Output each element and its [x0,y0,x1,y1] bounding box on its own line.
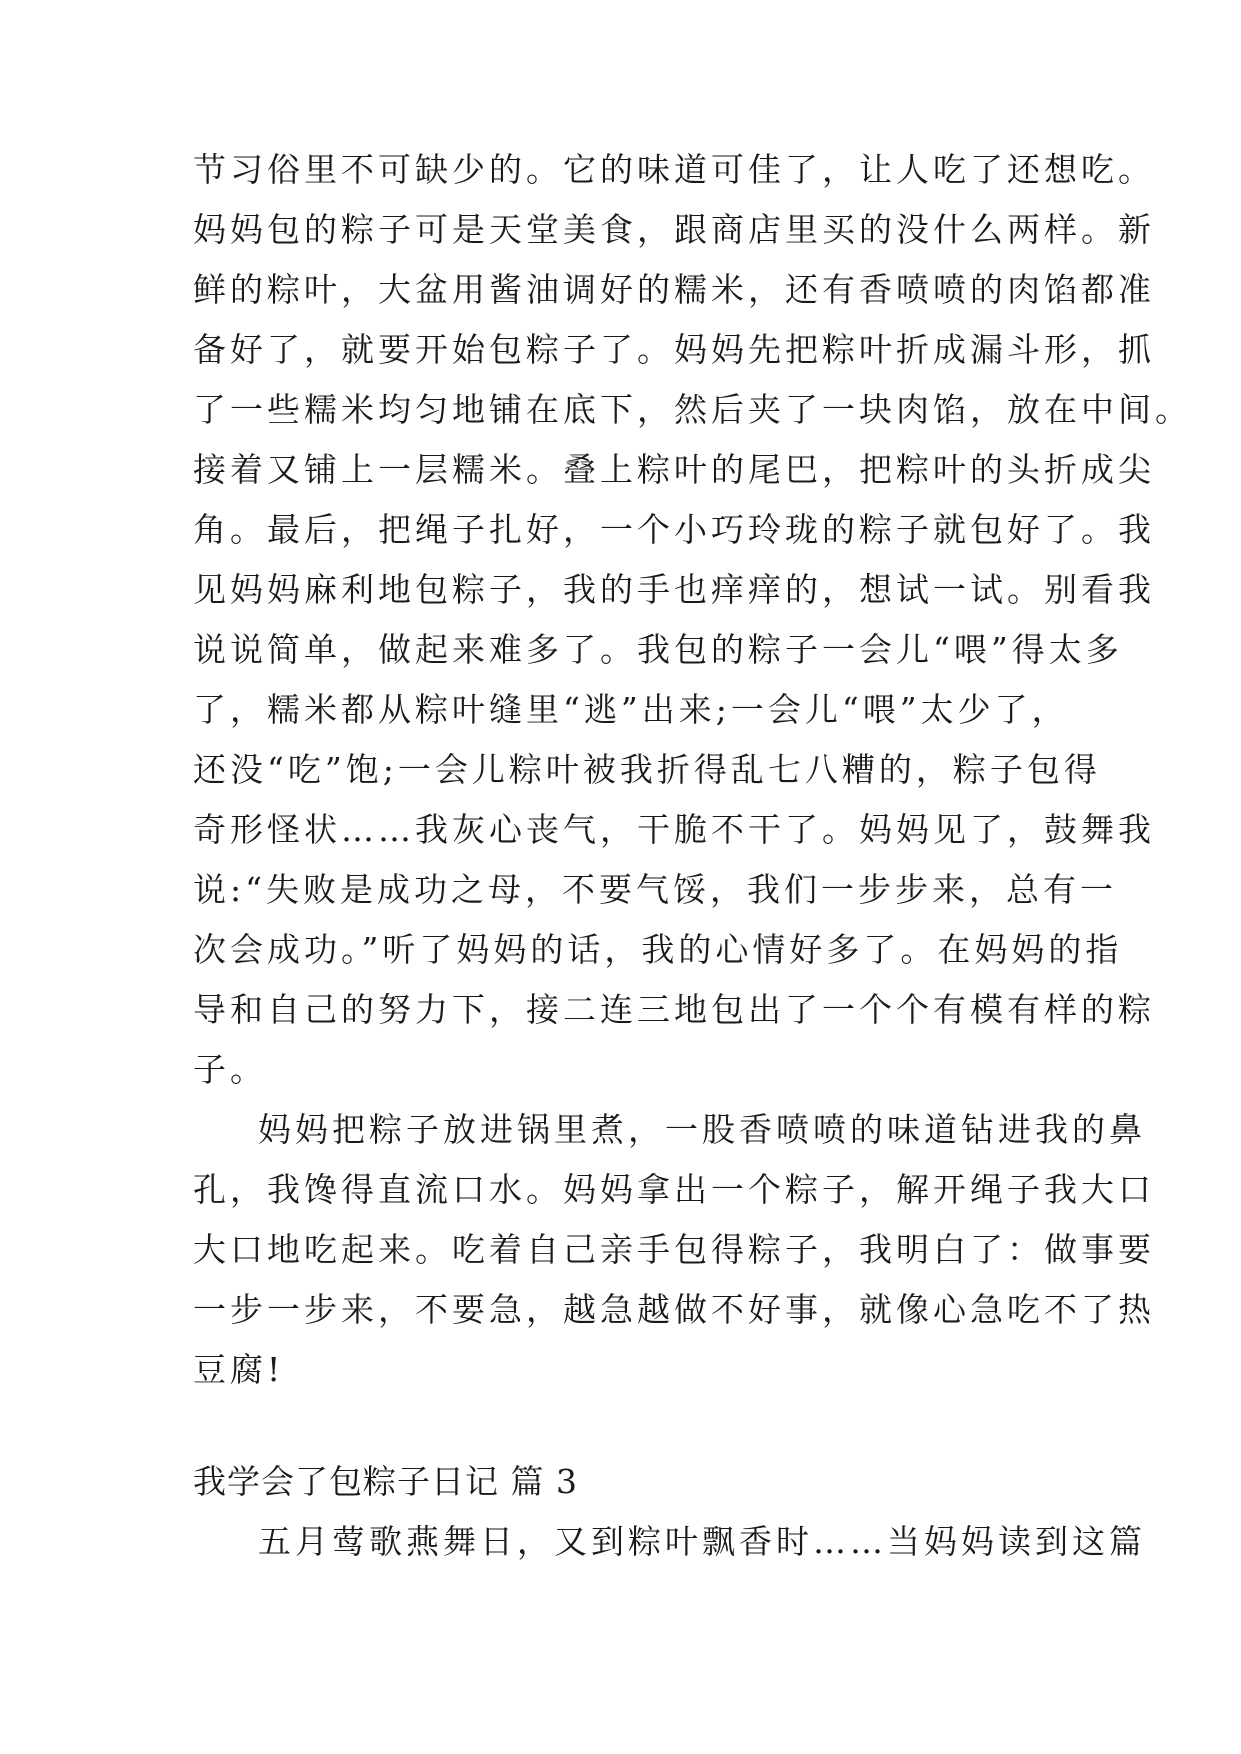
text-line: 节习俗里不可缺少的。它的味道可佳了，让人吃了还想吃。 [193,150,1155,189]
text-line: 还没“吃”饱;一会儿粽叶被我折得乱七八糟的，粽子包得 [193,750,1101,789]
text-line: 见妈妈麻利地包粽子，我的手也痒痒的，想试一试。别看我 [193,570,1155,609]
text-line: 奇形怪状……我灰心丧气，干脆不干了。妈妈见了，鼓舞我 [193,810,1155,849]
text-line: 妈妈把粽子放进锅里煮，一股香喷喷的味道钻进我的鼻 [258,1110,1146,1149]
text-line: 接着又铺上一层糯米。叠上粽叶的尾巴，把粽叶的头折成尖 [193,450,1155,489]
text-line: 了，糯米都从粽叶缝里“逃”出来;一会儿“喂”太少了， [193,690,1069,729]
text-line: 妈妈包的粽子可是天堂美食，跟商店里买的没什么两样。新 [193,210,1155,249]
text-line: 角。最后，把绳子扎好，一个小巧玲珑的粽子就包好了。我 [193,510,1155,549]
text-line: 五月莺歌燕舞日，又到粽叶飘香时……当妈妈读到这篇 [258,1522,1146,1561]
text-line: 一步一步来，不要急，越急越做不好事，就像心急吃不了热 [193,1290,1155,1329]
text-line: 鲜的粽叶，大盆用酱油调好的糯米，还有香喷喷的肉馅都准 [193,270,1155,309]
text-line: 子。 [193,1050,267,1089]
text-line: 导和自己的努力下，接二连三地包出了一个个有模有样的粽 [193,990,1155,1029]
text-line: 大口地吃起来。吃着自己亲手包得粽子，我明白了：做事要 [193,1230,1155,1269]
text-line: 了一些糯米均匀地铺在底下，然后夹了一块肉馅，放在中间。 [193,390,1192,429]
text-line: 豆腐! [193,1350,285,1389]
text-line: 孔，我馋得直流口水。妈妈拿出一个粽子，解开绳子我大口 [193,1170,1155,1209]
text-line: 说:“失败是成功之母，不要气馁，我们一步步来，总有一 [193,870,1117,909]
text-line: 说说简单，做起来难多了。我包的粽子一会儿“喂”得太多 [193,630,1123,669]
text-line: 次会成功。”听了妈妈的话，我的心情好多了。在妈妈的指 [193,930,1123,969]
text-line: 备好了，就要开始包粽子了。妈妈先把粽叶折成漏斗形，抓 [193,330,1155,369]
section-heading: 我学会了包粽子日记 篇 3 [193,1462,578,1501]
